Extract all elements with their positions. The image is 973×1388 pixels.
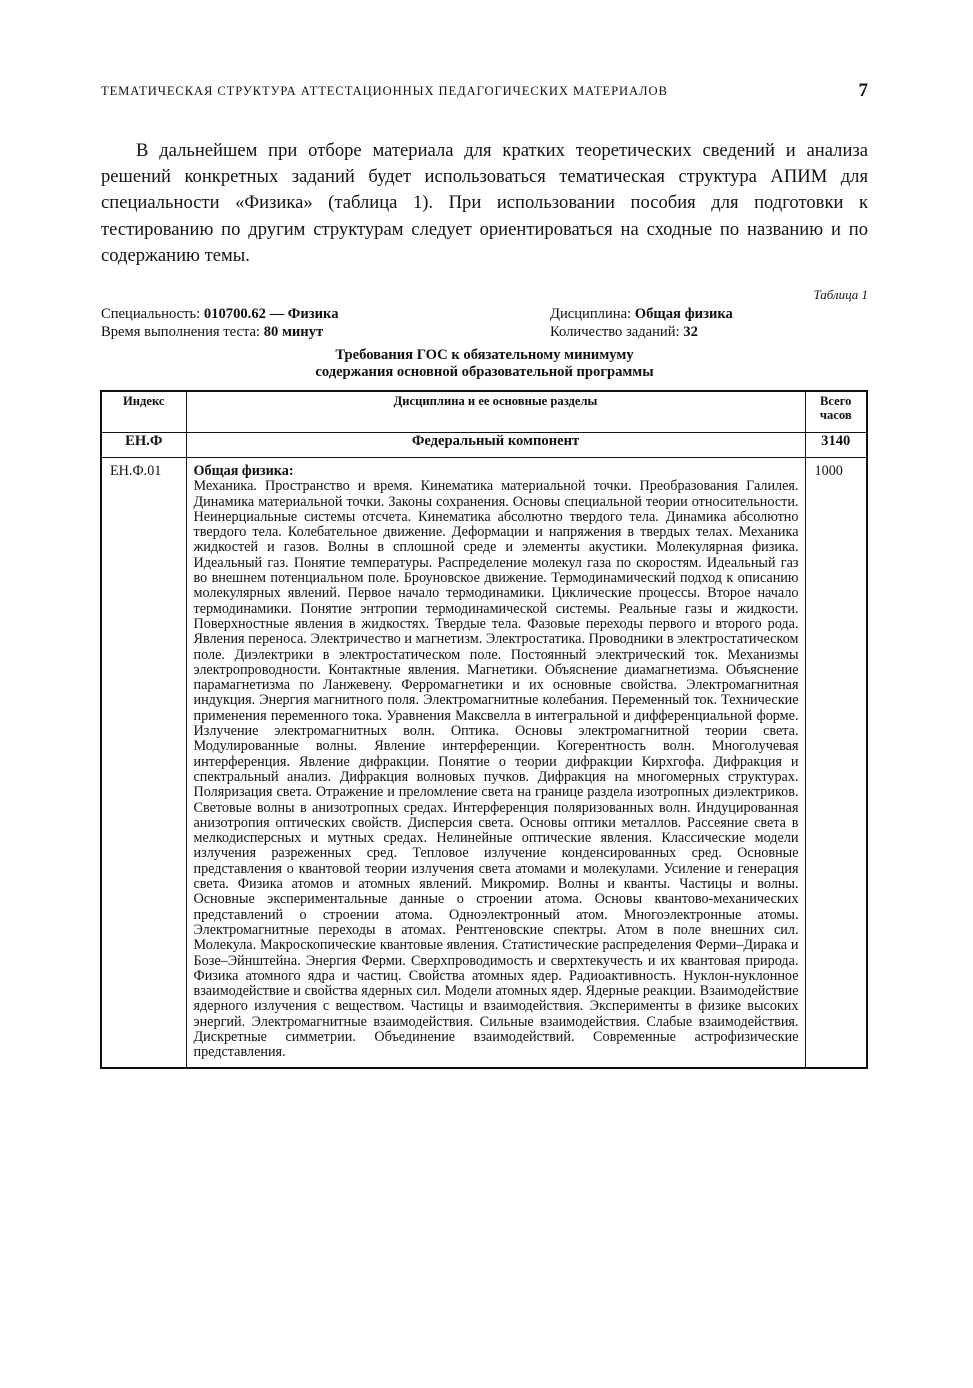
- row-hours: 1000: [805, 458, 867, 1068]
- meta-left: [101, 305, 339, 341]
- tasks-label: Количество заданий:: [550, 324, 680, 340]
- table-label: Таблица 1: [813, 287, 868, 302]
- header-hours: Всего часов: [805, 391, 867, 433]
- federal-index: ЕН.Ф: [101, 433, 186, 458]
- table-caption-line2: содержания основной образовательной программы: [315, 364, 654, 380]
- header-index: Индекс: [101, 391, 186, 433]
- discipline-content: Механика. Пространство и время. Кинематика материальной точки. Преобразования Галилея. Динамика материальной точки. Законы сохранения. Основы специальной теории относительности. Неинерциальные системы отсчета. Кинематика абсолютно твердого тела. Динамика абсолютно твердого тела. Колебательное движение. Деформации и напряжения в твердых телах. Механика жидкостей и газов. Волны в сплошной среде и элементы акустики. Молекулярная физика. Идеальный газ. Понятие температуры. Распределение молекул газа по скоростям. Идеальный газ во внешнем потенциальном поле. Броуновское движение. Термодинамический подход к описанию молекулярных явлений. Первое начало термодинамики. Циклические процессы. Второе начало термодинамики. Понятие энтропии термодинамической системы. Реальные газы и жидкости. Поверхностные явления в жидкостях. Твердые тела. Фазовые переходы первого и второго рода. Явления переноса. Электричество и магнетизм. Электростатика. Проводники в электростатическом поле. Диэлектрики в электростатическом поле. Постоянный электрический ток. Механизмы электропроводности. Контактные явления. Магнетики. Объяснение диамагнетизма. Объяснение парамагнетизма по Ланжевену. Ферромагнетики и их основные свойства. Электромагнитная индукция. Энергия магнитного поля. Электромагнитные колебания. Переменный ток. Технические применения переменного тока. Уравнения Максвелла в интегральной и дифференциальной форме. Излучение электромагнитных волн. Оптика. Основы электромагнитной теории света. Модулированные волны. Явление интерференции. Когерентность волн. Многолучевая интерференция. Явление дифракции. Понятие о теории дифракции Кирхгофа. Дифракция и спектральный анализ. Дифракция волновых пучков. Дифракция на многомерных структурах. Поляризация света. Отражение и преломление света на границе раздела изотропных диэлектриков. Световые волны в анизотропных средах. Интерференция поляризованных волн. Индуцированная анизотропия оптических свойств. Дисперсия света. Основы оптики металлов. Рассеяние света в мелкодисперсных и мутных средах. Нелинейные оптические явления. Классические модели излучения разреженных сред. Тепловое излучение конденсированных сред. Основные представления о квантовой теории излучения света атомами и молекулами. Усиление и генерация света. Физика атомов и атомных явлений. Микромир. Волны и кванты. Частицы и волны. Основные экспериментальные данные о строении атома. Основы квантово-механических представлений о строении атома. Одноэлектронный атом. Многоэлектронные атомы. Электромагнитные переходы в атомах. Рентгеновские спектры. Атом в поле внешних сил. Молекула. Макроскопические квантовые явления. Статистические распределения Ферми–Дирака и Бозе–Эйнштейна. Энергия Ферми. Сверхпроводимость и сверхтекучесть и их квантовая природа. Физика атомного ядра и частиц. Свойства атомных ядер. Радиоактивность. Нуклон-нуклонное взаимодействие и свойства ядерных сил. Модели атомных ядер. Ядерные реакции. Взаимодействие ядерного излучения с веществом. Частицы и взаимодействия. Эксперименты в физике высоких энергий. Электромагнитные взаимодействия. Сильные взаимодействия. Слабые взаимодействия. Дискретные симметрии. Объединение взаимодействий. Современные астрофизические представления.: [193, 478, 799, 1061]
- federal-row: [101, 433, 867, 458]
- tasks-line: [550, 323, 733, 341]
- table-caption: [101, 347, 868, 381]
- table-row: [101, 458, 867, 1068]
- intro-paragraph: В дальнейшем при отборе материала для кратких теоретических сведений и анализа решений конкретных заданий будет использоваться тематическая структура АПИМ для специальности «Физика» (таблица 1). При использовании пособия для подготовки к тестированию по другим структурам следует ориентироваться на сходные по названию и по содержанию темы.: [101, 140, 868, 266]
- specialty-label: Специальность:: [101, 306, 201, 322]
- page-number: 7: [858, 80, 868, 101]
- time-label: Время выполнения теста:: [101, 324, 261, 340]
- table-header-row: [101, 391, 867, 433]
- row-index: ЕН.Ф.01: [101, 458, 186, 1068]
- time-value: 80 минут: [263, 324, 324, 340]
- specialty-value: 010700.62 — Физика: [203, 306, 339, 322]
- discipline-title: Общая физика:: [193, 463, 294, 479]
- running-title: ТЕМАТИЧЕСКАЯ СТРУКТУРА АТТЕСТАЦИОННЫХ ПЕДАГОГИЧЕСКИХ МАТЕРИАЛОВ: [101, 84, 668, 98]
- federal-hours: 3140: [805, 433, 867, 458]
- header-discipline: Дисциплина и ее основные разделы: [186, 391, 805, 433]
- row-discipline: [186, 458, 805, 1068]
- meta-right: [550, 305, 733, 341]
- time-line: [101, 323, 339, 341]
- requirements-table: [100, 390, 868, 1069]
- federal-discipline: Федеральный компонент: [186, 433, 805, 458]
- discipline-label: Дисциплина:: [550, 306, 632, 322]
- discipline-line: [550, 305, 733, 323]
- table-caption-line1: Требования ГОС к обязательному минимуму: [335, 347, 634, 363]
- tasks-value: 32: [683, 324, 698, 340]
- specialty-line: [101, 305, 339, 323]
- running-head: [101, 80, 868, 102]
- discipline-value: Общая физика: [634, 306, 733, 322]
